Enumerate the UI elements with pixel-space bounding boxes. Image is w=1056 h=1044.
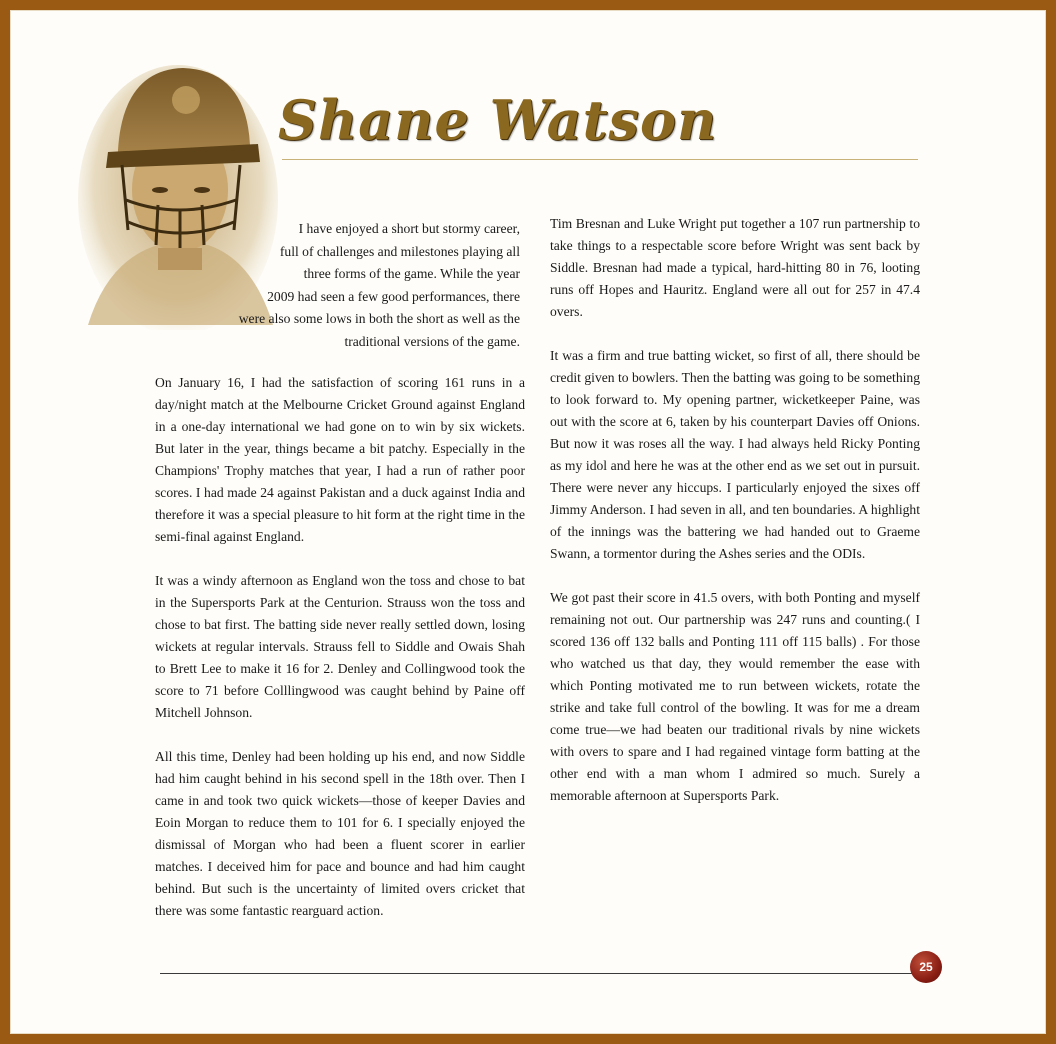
intro-line: I have enjoyed a short but stormy career, (298, 221, 520, 236)
right-column (550, 213, 920, 807)
left-column (155, 372, 525, 922)
paragraph: It was a firm and true batting wicket, so first of all, there should be credit given to bowlers. Then the batting was going to be something to look forward to. My opening partner, wicketkeeper Paine, was out with the score at 6, taken by his counterpart Davies off Onions. But now it was roses all the way. I had always held Ricky Ponting as my idol and here he was at the other end as we set out in pursuit. There were never any hiccups. I particularly enjoyed the sixes off Jimmy Anderson. I had seven in all, and ten boundaries. A highlight of the innings was the battering we had handed out to Graeme Swann, a tormentor during the Ashes series and the ODIs. (550, 348, 920, 561)
intro-line: 2009 had seen a few good performances, there (267, 288, 520, 304)
page-title: Shane Watson (278, 88, 718, 152)
intro-line: were also some lows in both the short as well as the (238, 311, 520, 326)
paragraph: All this time, Denley had been holding up his end, and now Siddle had him caught behind in his second spell in the 18th over. Then I came in and took two quick wickets—those of keeper Davies and Eoin Morgan to reduce them to 101 for 6. I specially enjoyed the dismissal of Morgan who had been a fluent scorer in earlier matches. I deceived him for pace and bounce and had him caught behind. But such is the uncertainty of limited overs cricket that there was some fantastic rearguard action. (155, 749, 525, 918)
paragraph: Tim Bresnan and Luke Wright put together a 107 run partnership to take things to a respectable score before Wright was sent back by Siddle. Bresnan had made a typical, hard-hitting 80 in 76, looting runs off Hopes and Hauritz. England were all out for 257 in 47.4 overs. (550, 216, 920, 319)
intro-line: traditional versions of the game. (344, 333, 520, 349)
paragraph: We got past their score in 41.5 overs, with both Ponting and myself remaining not out. Our partnership was 247 runs and counting.( I scored 136 off 132 balls and Ponting 111 off 115 balls) . For those who watched us that day, they would remember the ease with which Ponting motivated me to run between wickets, rotate the strike and take full control of the bowling. It was for me a dream come true—we had beaten our traditional rivals by nine wickets with overs to spare and I had regained vintage form batting at the other end with a man whom I admired so much. Surely a memorable afternoon at Supersports Park. (550, 590, 920, 803)
page-number-badge: 25 (910, 951, 942, 983)
title-divider (282, 159, 918, 160)
paragraph: It was a windy afternoon as England won the toss and chose to bat in the Supersports Park at the Centurion. Strauss won the toss and chose to bat first. The batting side never really settled down, losing wickets at regular intervals. Strauss fell to Siddle and Owais Shah to Brett Lee to make it 16 for 2. Denley and Collingwood took the score to 71 before Colllingwood was caught behind by Paine off Mitchell Johnson. (155, 573, 525, 720)
paragraph: On January 16, I had the satisfaction of scoring 161 runs in a day/night match at the Melbourne Cricket Ground against England in a one-day international we had gone on to win by six wickets. But later in the year, things became a bit patchy. Especially in the Champions' Trophy matches that year, I had a run of rather poor scores. I had made 24 against Pakistan and a duck against India and therefore it was a special pleasure to hit form at the right time in the semi-final against England. (155, 375, 525, 544)
footer-divider (160, 973, 920, 974)
intro-line: full of challenges and milestones playing all (279, 243, 520, 259)
intro-line: three forms of the game. While the year (303, 266, 520, 281)
intro-paragraph (170, 218, 520, 353)
